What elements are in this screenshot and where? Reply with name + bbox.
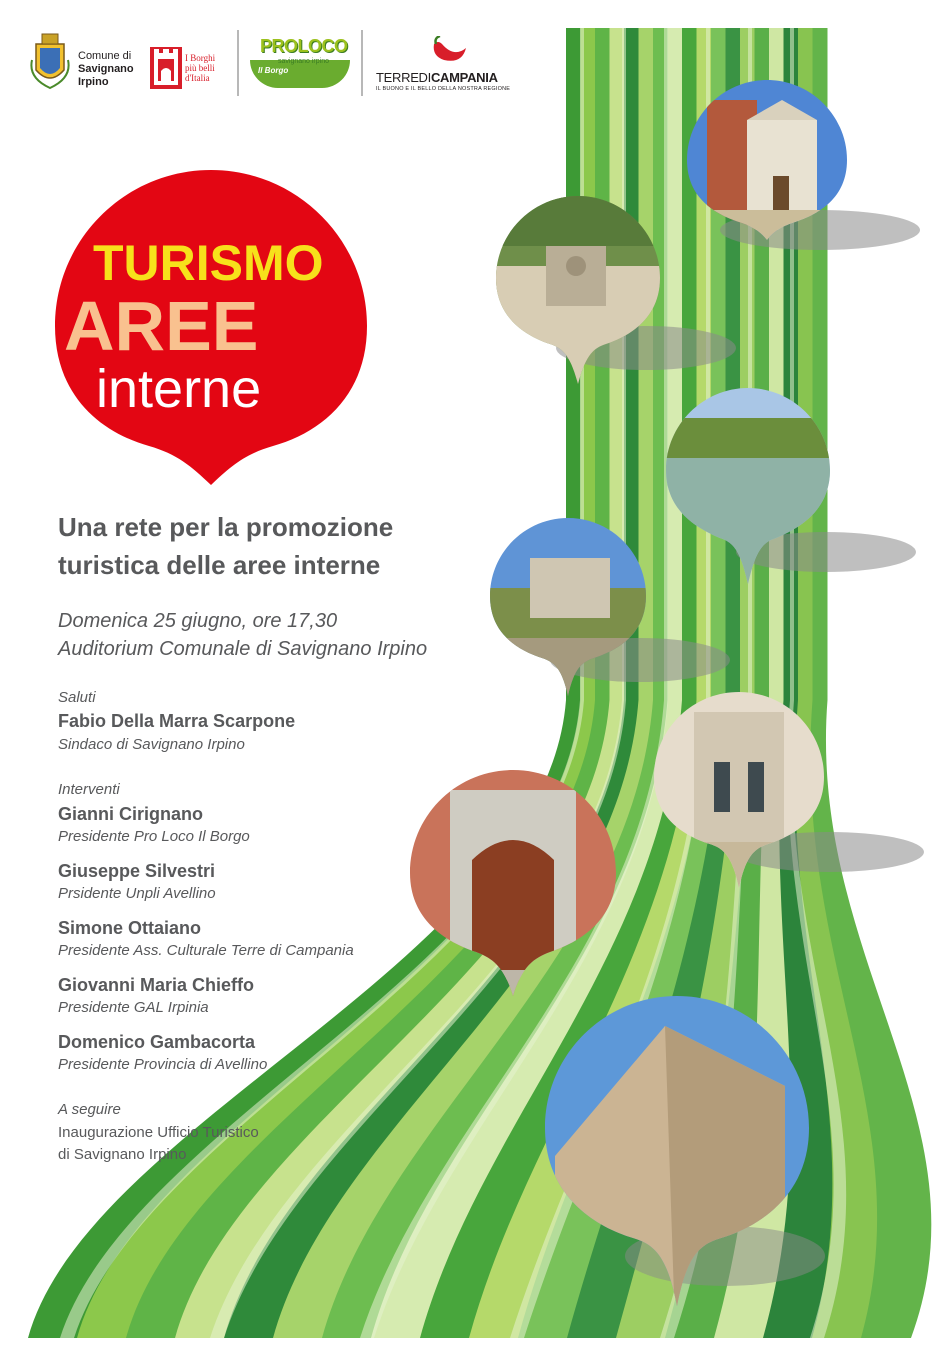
comune-crest-icon	[28, 30, 72, 92]
proloco-subtitle: savignano irpino	[278, 58, 329, 65]
borghi-tower-icon	[150, 47, 182, 89]
speaker-role: Presidente Pro Loco Il Borgo	[58, 828, 250, 845]
saluti-label: Saluti	[58, 689, 96, 706]
terre-name-b: CAMPANIA	[430, 70, 498, 85]
photo-fountain	[496, 196, 746, 386]
seguire-line1: Inaugurazione Ufficio Turistico	[58, 1124, 259, 1141]
proloco-borgo: Il Borgo	[258, 66, 289, 75]
subtitle-line2: turistica delle aree interne	[58, 550, 381, 580]
event-place: Auditorium Comunale di Savignano Irpino	[58, 638, 428, 660]
borghi-line2: più belli	[185, 63, 215, 73]
speaker-role: Presidente Provincia di Avellino	[58, 1056, 268, 1073]
title-interne: interne	[96, 359, 262, 419]
speaker-name: Giovanni Maria Chieffo	[58, 975, 255, 995]
comune-line1: Comune di	[78, 50, 132, 62]
subtitle	[58, 508, 538, 584]
saluti-name: Fabio Della Marra Scarpone	[58, 711, 296, 731]
terre-name-a: TERREDI	[376, 70, 431, 85]
header-divider	[237, 30, 239, 96]
saluti-role: Sindaco di Savignano Irpino	[58, 736, 245, 753]
speaker-role: Presidente GAL Irpinia	[58, 999, 209, 1016]
terre-di-campania-logo	[376, 36, 516, 96]
comune-logo-text	[78, 50, 134, 89]
speaker-name: Simone Ottaiano	[58, 918, 202, 938]
borghi-line3: d'Italia	[185, 73, 210, 83]
terre-name	[376, 70, 498, 85]
interventi-label: Interventi	[58, 781, 120, 798]
borghi-line1: I Borghi	[185, 53, 216, 63]
speaker-name: Giuseppe Silvestri	[58, 861, 216, 881]
speaker-role: Presidente Ass. Culturale Terre di Campania	[58, 942, 354, 959]
speaker-name: Domenico Gambacorta	[58, 1032, 256, 1052]
subtitle-line1: Una rete per la promozione	[58, 512, 394, 542]
header-divider	[361, 30, 363, 96]
seguire-label: A seguire	[58, 1101, 121, 1118]
seguire-line2: di Savignano Irpino	[58, 1146, 187, 1163]
proloco-logo	[248, 30, 358, 90]
comune-line2: Savignano	[78, 63, 134, 75]
photo-fortress	[545, 996, 825, 1326]
speaker-name: Gianni Cirignano	[58, 804, 204, 824]
borghi-logo	[150, 47, 220, 89]
photo-doorway	[410, 770, 630, 1000]
comune-line3: Irpino	[78, 76, 109, 88]
title-turismo: TURISMO	[93, 235, 324, 291]
event-date: Domenica 25 giugno, ore 17,30	[58, 610, 338, 632]
chili-pepper-icon	[428, 36, 468, 66]
borghi-text	[185, 53, 215, 83]
terre-tagline: IL BUONO E IL BELLO DELLA NOSTRA REGIONE	[376, 86, 511, 92]
proloco-title: PROLOCO	[260, 36, 348, 56]
speaker-role: Prsidente Unpli Avellino	[58, 885, 216, 902]
title-aree: AREE	[64, 287, 259, 365]
photo-monument	[654, 692, 924, 892]
